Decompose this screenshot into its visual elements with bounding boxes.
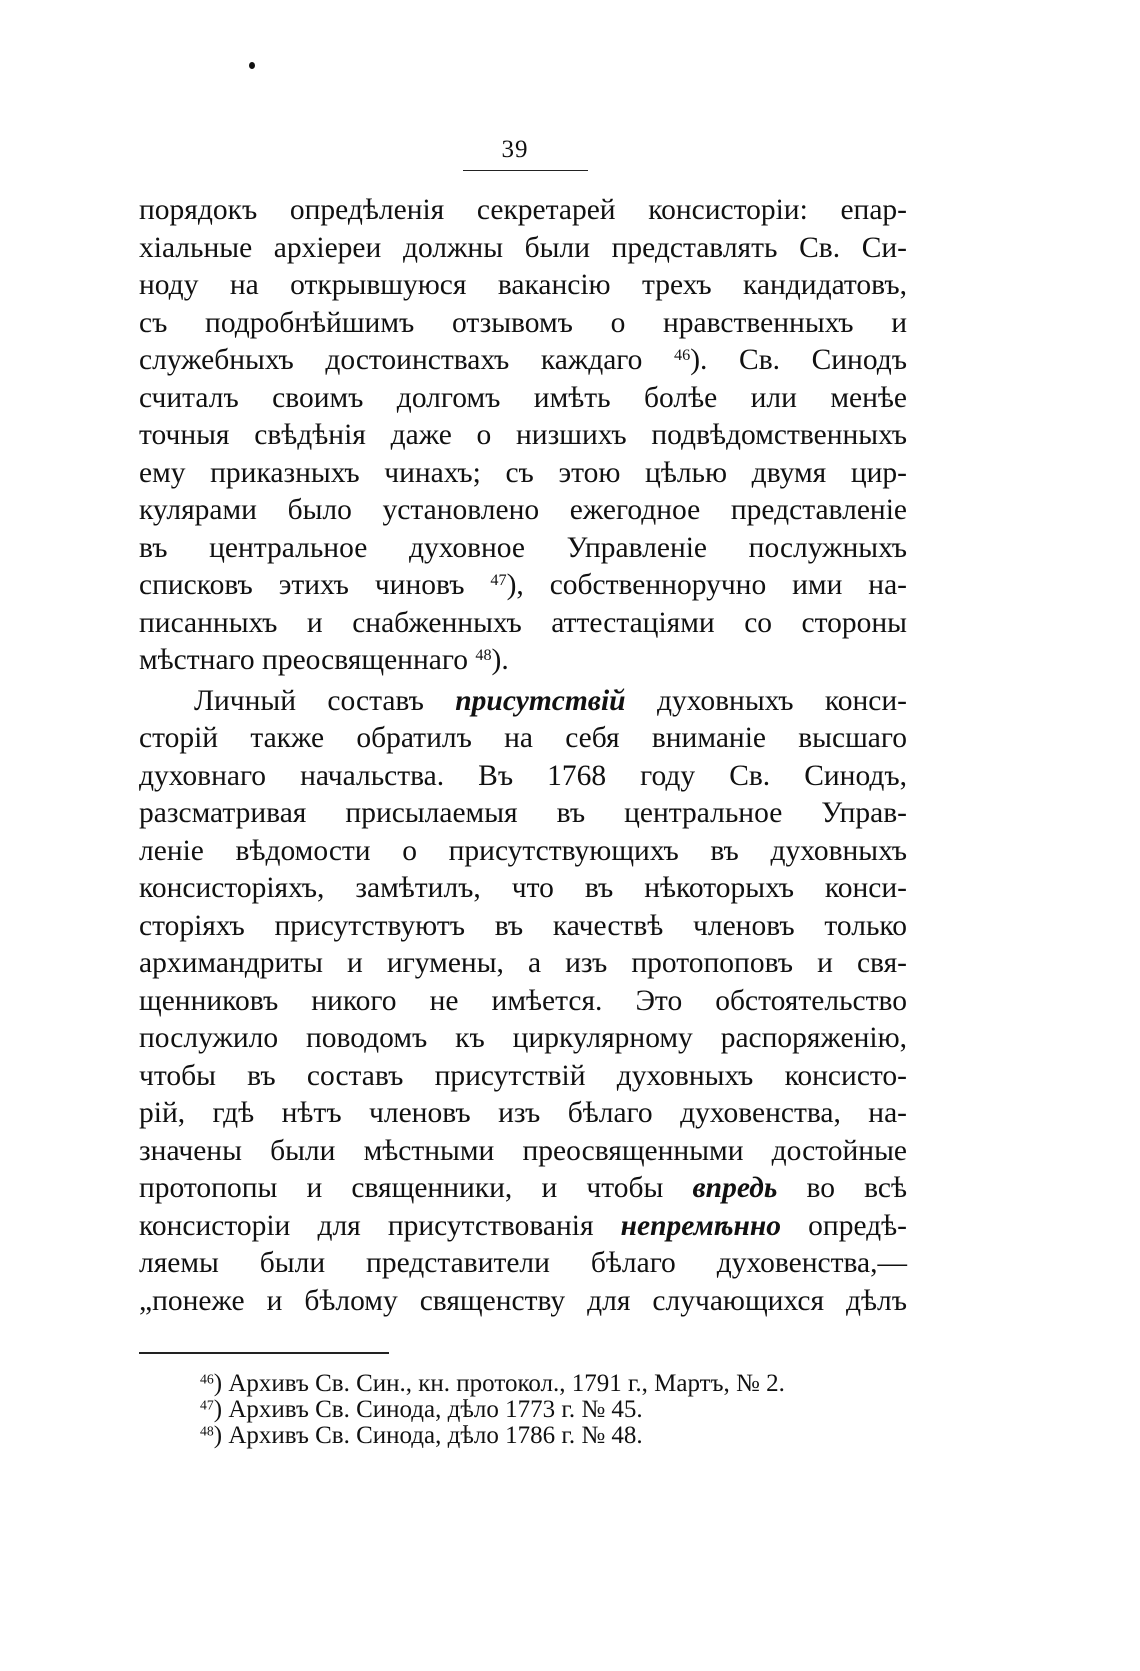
text-line: послужило поводомъ къ циркулярному распоряженію, xyxy=(139,1022,907,1054)
stray-dot-mark xyxy=(249,62,255,69)
text-line: протопопы и священники, и чтобы впредь во всѣ xyxy=(139,1172,907,1204)
text-line: архимандриты и игумены, а изъ протопоповъ и свя- xyxy=(139,947,907,979)
footnote: $^{46}$) Архивъ Св. Син., кн. протокол., 1791 г., Мартъ, № 2. xyxy=(200,1370,785,1397)
text-line: кулярами было установлено ежегодное представленіе xyxy=(139,494,907,526)
text-line: списковъ этихъ чиновъ $^{47}$), собственноручно ими на- xyxy=(139,569,907,601)
text-line: чтобы въ составъ присутствій духовныхъ консисто- xyxy=(139,1059,907,1092)
footnote-ref: 46 xyxy=(674,346,691,365)
text-line: леніе вѣдомости о присутствующихъ въ духовныхъ xyxy=(139,834,907,867)
text-line: порядокъ опредѣленія секретарей консисторіи: епар- xyxy=(139,194,907,226)
footnote: $^{48}$) Архивъ Св. Синода, дѣло 1786 г. № 48. xyxy=(200,1422,643,1449)
text-line: точныя свѣдѣнія даже о низшихъ подвѣдомственныхъ xyxy=(139,419,907,451)
text-line: сторій также обратилъ на себя вниманіе высшаго xyxy=(139,722,907,754)
text-line: съ подробнѣйшимъ отзывомъ о нравственныхъ и xyxy=(139,306,907,339)
text-line: писанныхъ и снабженныхъ аттестаціями со стороны xyxy=(139,606,907,639)
footnote: $^{47}$) Архивъ Св. Синода, дѣло 1773 г. № 45. xyxy=(200,1396,643,1423)
body-text xyxy=(139,192,907,1320)
text-line: разсматривая присылаемыя въ центральное Управ- xyxy=(139,797,907,829)
text-line: ляемы были представители бѣлаго духовенства,— xyxy=(139,1247,907,1279)
footnote-ref: 48 xyxy=(475,646,492,665)
text-line: служебныхъ достоинствахъ каждаго $^{46}$). Св. Синодъ xyxy=(139,344,907,376)
footnotes xyxy=(200,1371,920,1449)
footnote-rule xyxy=(139,1352,389,1354)
text-line: рій, гдѣ нѣтъ членовъ изъ бѣлаго духовенства, на- xyxy=(139,1097,907,1129)
emphasis: впредь xyxy=(692,1172,778,1204)
text-line: „понеже и бѣлому священству для случающихся дѣлъ xyxy=(139,1284,907,1317)
text-line: считалъ своимъ долгомъ имѣть болѣе или менѣе xyxy=(139,381,907,414)
text-line: Личный составъ присутствій духовныхъ конси- xyxy=(194,684,907,717)
page-number: 39 xyxy=(501,136,529,163)
footnote-ref: 47 xyxy=(490,571,507,590)
text-line: ноду на открывшуюся вакансію трехъ кандидатовъ, xyxy=(139,269,907,301)
text-line: ему приказныхъ чинахъ; съ этою цѣлью двумя цир- xyxy=(139,456,907,489)
emphasis: присутствій xyxy=(455,684,626,717)
text-line: хіальные архіереи должны были представлять Св. Си- xyxy=(139,231,907,264)
text-line: мѣстнаго преосвященнаго $^{48}$). xyxy=(139,644,509,676)
text-line: консисторіи для присутствованія непремѣнно опредѣ- xyxy=(139,1209,908,1242)
text-line: сторіяхъ присутствуютъ въ качествѣ членовъ только xyxy=(139,909,907,942)
emphasis: непремѣнно xyxy=(620,1209,782,1242)
text-line: значены были мѣстными преосвященными достойные xyxy=(139,1134,907,1167)
footnote-number: 47 xyxy=(200,1397,214,1413)
header-rule xyxy=(463,170,588,171)
text-line: духовнаго начальства. Въ 1768 году Св. Синодъ, xyxy=(139,759,907,792)
text-line: щенниковъ никого не имѣется. Это обстоятельство xyxy=(139,984,907,1017)
footnote-number: 48 xyxy=(200,1423,214,1439)
text-line: консисторіяхъ, замѣтилъ, что въ нѣкоторыхъ конси- xyxy=(139,872,907,904)
text-line: въ центральное духовное Управленіе послужныхъ xyxy=(139,531,907,564)
footnote-number: 46 xyxy=(200,1371,214,1387)
